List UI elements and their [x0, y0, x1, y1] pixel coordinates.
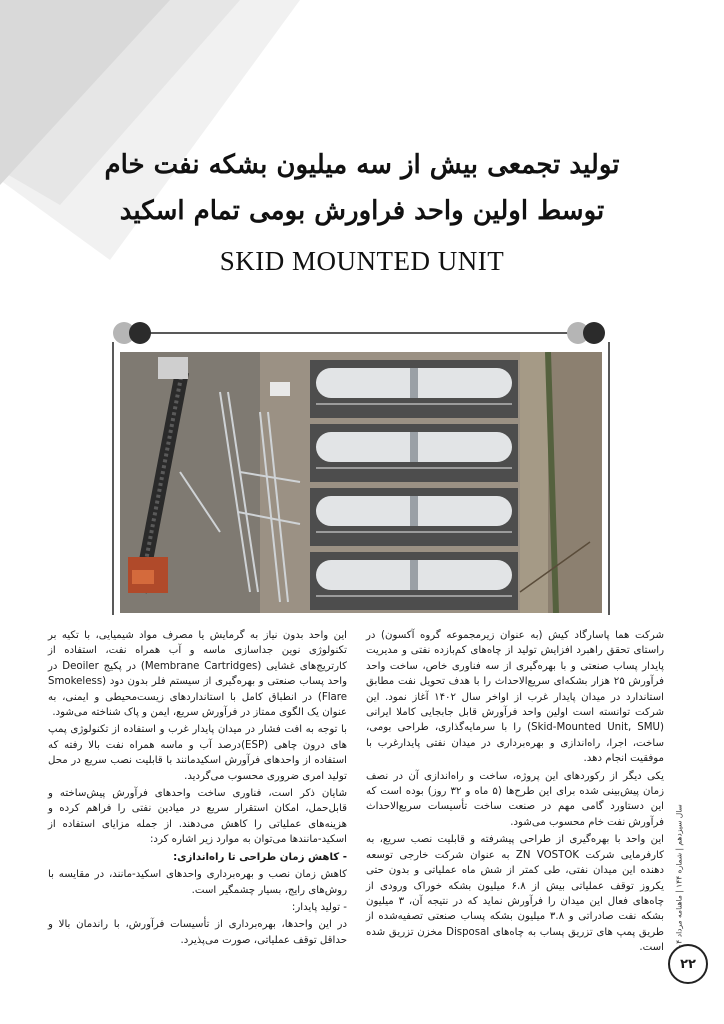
- issue-info-vertical: [672, 790, 686, 970]
- article-column-right: [366, 628, 664, 958]
- bullet-heading: - کاهش زمان طراحی تا راه‌اندازی:: [173, 851, 347, 863]
- paragraph: این واحد بدون نیاز به گرمایش یا مصرف مواد شیمیایی، با تکیه بر تکنولوژی نوین جداسازی ماسه و آب همراه نفت، استفاده از کارتریج‌های غشایی (Membrane Cartridges) در پکیج Deoiler در واحد پساب صنعتی و بهره‌گیری از سیستم فلر بدون دود (Smokeless Flare) در انطباق کامل با استانداردهای زیست‌محیطی و ایمنی، به عنوان یک الگوی ممتاز در فرآورش سریع، ایمن و پاک شناخته می‌شود.: [48, 630, 347, 719]
- paragraph: این واحد با بهره‌گیری از طراحی پیشرفته و قابلیت نصب سریع، به کارفرمایی شرکت ZN VOSTOK به عنوان شرکت خارجی توسعه دهنده این میدان نفتی، طی کمتر از شش ماه عملیاتی و بدون حتی یکروز توقف عملیاتی بیش از ۶.۸ میلیون بشکه خوراک ورودی از چاه‌های فعال این میدان را فرآورش نماید که در نتیجه آن، ۳ میلیون بشکه نفت صادراتی و ۳.۸ میلیون بشکه پساب صنعتی تصفیه‌شده از طریق پمپ های تزریق پساب به چاه‌های Disposal مخزن تزریق شده است.: [366, 834, 664, 954]
- bullet-text: کاهش زمان نصب و بهره‌برداری واحدهای اسکید-مانند، در مقایسه با روش‌های رایج، بسیار چشمگیر است.: [48, 869, 347, 896]
- frame-dots-left: [112, 320, 156, 346]
- skid-unit-aerial-photo: [120, 352, 602, 613]
- article-title-english: SKID MOUNTED UNIT: [219, 246, 505, 276]
- article-title-line-2: توسط اولین واحد فراورش بومی تمام اسکید: [119, 196, 605, 226]
- paragraph: شایان ذکر است، فناوری ساخت واحدهای فرآورش پیش‌ساخته و قابل‌حمل، امکان استقرار سریع در میادین نفتی را فراهم کرده و هزینه‌های عملیاتی را کاهش می‌دهند. از جمله مزایای استفاده از اسکید-مانندها می‌توان به موارد زیر اشاره کرد:: [48, 788, 347, 846]
- issue-info-text: سال سیزدهم | شماره ۱۴۴ | ماهنامه مرداد: [674, 804, 684, 938]
- bullet-heading: - تولید پایدار:: [291, 901, 347, 913]
- paragraph: یکی دیگر از رکوردهای این پروژه، ساخت و راه‌اندازی آن در نصف زمان پیش‌بینی شده برای این طرح‌ها (۵ ماه و ۳۲ روز) بوده است که این دستاورد گامی مهم در صنعت ساخت تأسیسات سریع‌الاحداث فرآورش نفت خام محسوب می‌شود.: [366, 770, 664, 828]
- paragraph: با توجه به افت فشار در میدان پایدار غرب و استفاده از تکنولوژی پمپ های درون چاهی (ESP)درصد آب و ماسه همراه نفت بالا رفته که استفاده از واحدهای فرآورش اسکیدمانند با قابلیت نصب سریع در محل تولید امری ضروری محسوب می‌گردید.: [48, 724, 347, 782]
- page-number: ۲۲: [668, 944, 708, 984]
- frame-dots-right: [566, 320, 610, 346]
- article-column-left: [48, 628, 347, 950]
- paragraph: شرکت هما پاسارگاد کیش (به عنوان زیرمجموعه گروه آکسون) در راستای تحقق راهبرد افزایش تولید از چاه‌های کم‌بازده نفتی و مدیریت پایدار پساب صنعتی و با بهره‌گیری از سه فناوری خاص، ساخت واحد فرآورش ۲۵ هزار بشکه‌ای سریع‌الاحداث را با هدف تحویل نفت مطابق استاندارد در میدان پایدار غرب از اواخر سال ۱۴۰۲ آغاز نمود. این شرکت توانسته است اولین واحد فرآورش قابل جابجایی کاملا ایرانی (Skid-Mounted Unit, SMU) را با سرمایه‌گذاری، طراحی بومی، ساخت، اجرا، راه‌اندازی و بهره‌برداری در میدان نفتی پایدارغرب با موفقیت انجام دهد.: [366, 630, 665, 765]
- article-title-line-1: تولید تجمعی بیش از سه میلیون بشکه نفت خام: [104, 150, 620, 180]
- bullet-text: در این واحدها، بهره‌برداری از تأسیسات فرآورش، با راندمان بالا و حداقل توقف عملیاتی، صورت می‌پذیرد.: [48, 919, 347, 946]
